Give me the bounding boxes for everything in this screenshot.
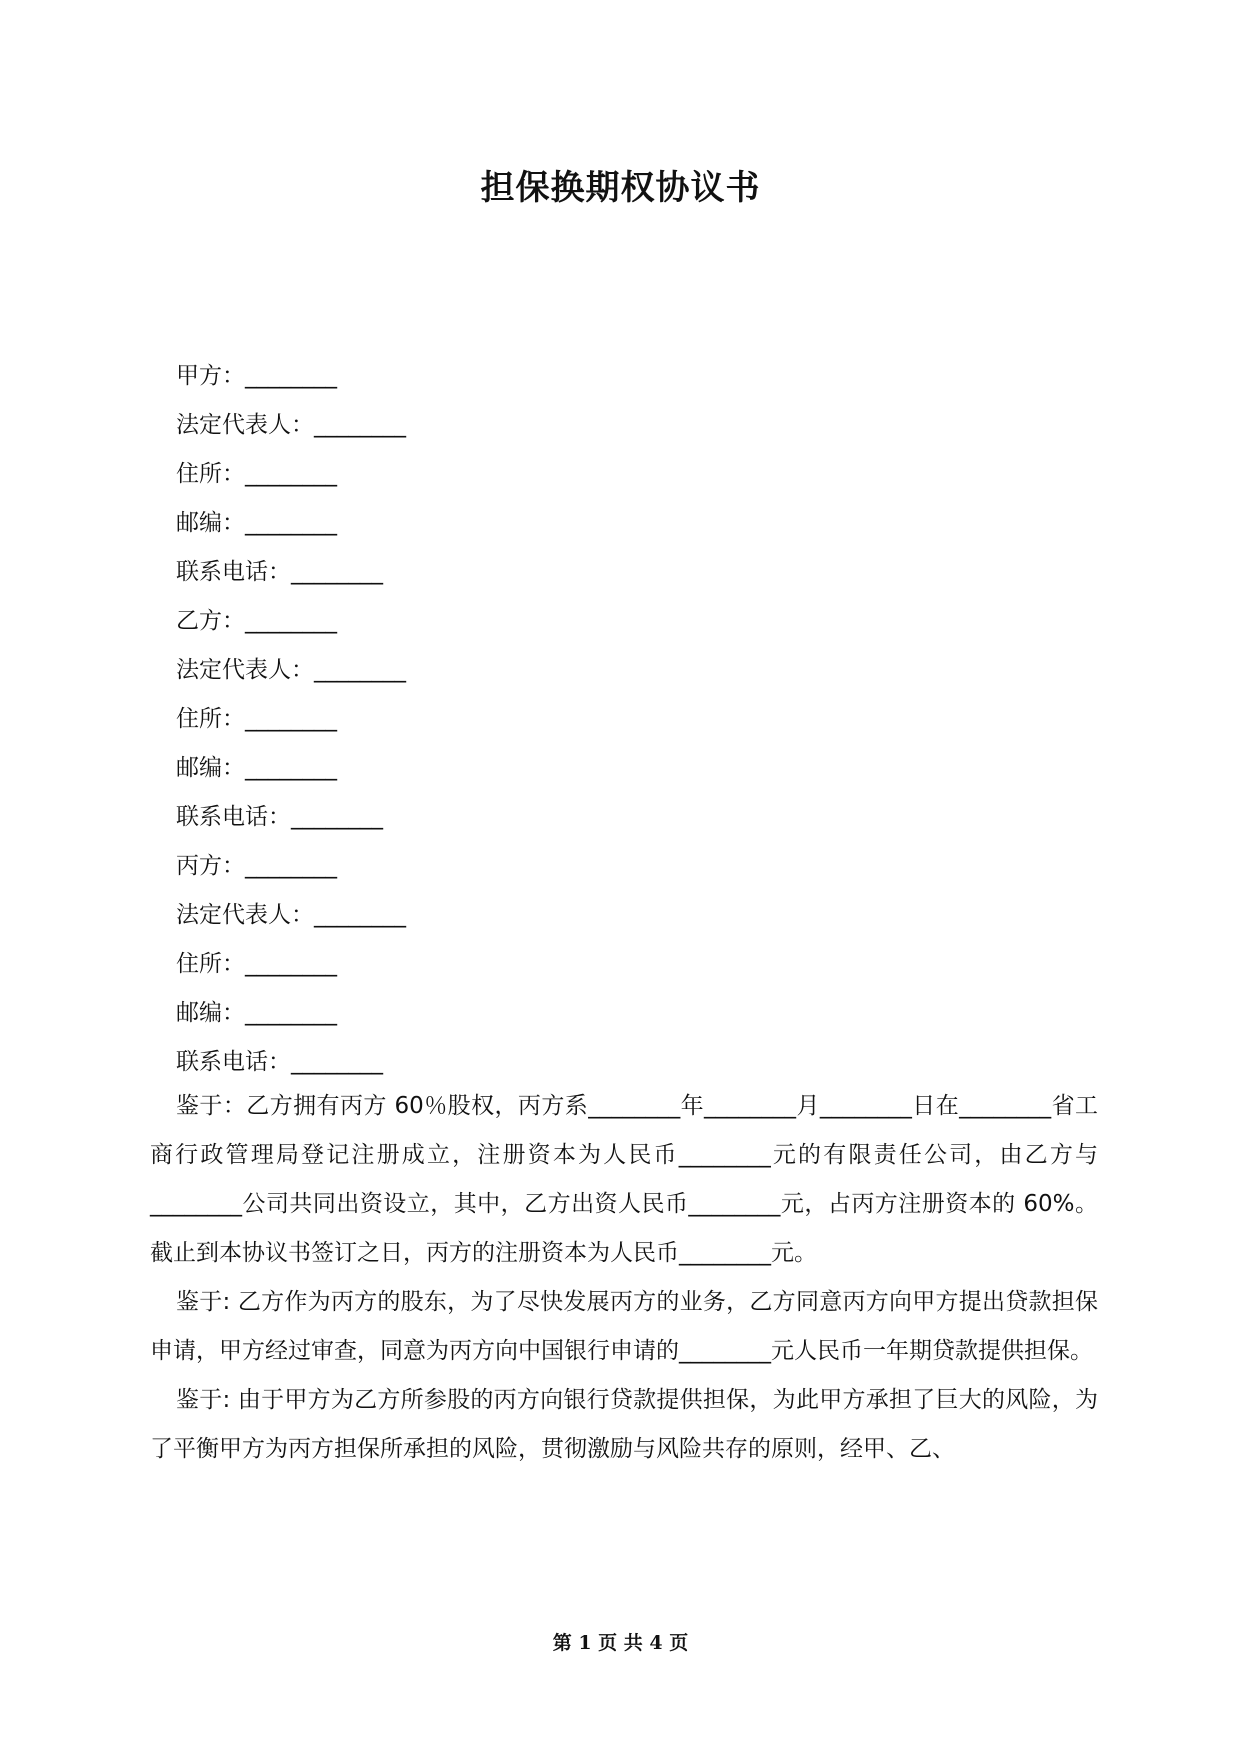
field-party-a-postcode: 邮编：________: [176, 510, 337, 536]
field-party-b-phone: 联系电话：________: [176, 804, 383, 830]
field-party-c-phone: 联系电话：________: [176, 1049, 383, 1075]
document-title: 担保换期权协议书: [480, 168, 761, 208]
paragraph-recital-3: 鉴于: 由于甲方为乙方所参股的丙方向银行贷款提供担保，为此甲方承担了巨大的风险，为了平衡甲方为丙方担保所承担的风险，贯彻激励与风险共存的原则，经甲、乙、: [150, 1387, 1098, 1462]
field-party-a-phone: 联系电话：________: [176, 559, 383, 585]
paragraph-recital-1: 鉴于：乙方拥有丙方 60％股权，丙方系________年________月________日在________省工商行政管理局登记注册成立，注册资本为人民币________元的有限责任公司，由乙方与________公司共同出资设立，其中，乙方出资人民币________元，占丙方注册资本的 60%。截止到本协议书签订之日，丙方的注册资本为人民币________元。: [150, 1093, 1098, 1266]
field-party-b: 乙方：________: [176, 608, 337, 634]
field-party-a: 甲方：________: [176, 363, 337, 389]
field-party-c-legal-rep: 法定代表人：________: [176, 902, 406, 928]
field-party-a-legal-rep: 法定代表人：________: [176, 412, 406, 438]
field-party-c-postcode: 邮编：________: [176, 1000, 337, 1026]
field-party-b-legal-rep: 法定代表人：________: [176, 657, 406, 683]
field-party-c-address: 住所：________: [176, 951, 337, 977]
page-number-footer: 第 1 页 共 4 页: [552, 1632, 689, 1654]
field-party-b-postcode: 邮编：________: [176, 755, 337, 781]
field-party-c: 丙方：________: [176, 853, 337, 879]
document-body: [150, 1082, 1098, 1474]
field-party-a-address: 住所：________: [176, 461, 337, 487]
field-party-b-address: 住所：________: [176, 706, 337, 732]
party-fields: [176, 352, 1076, 1087]
paragraph-recital-2: 鉴于: 乙方作为丙方的股东，为了尽快发展丙方的业务，乙方同意丙方向甲方提出贷款担保申请，甲方经过审查，同意为丙方向中国银行申请的________元人民币一年期贷款提供担保。: [150, 1289, 1098, 1364]
